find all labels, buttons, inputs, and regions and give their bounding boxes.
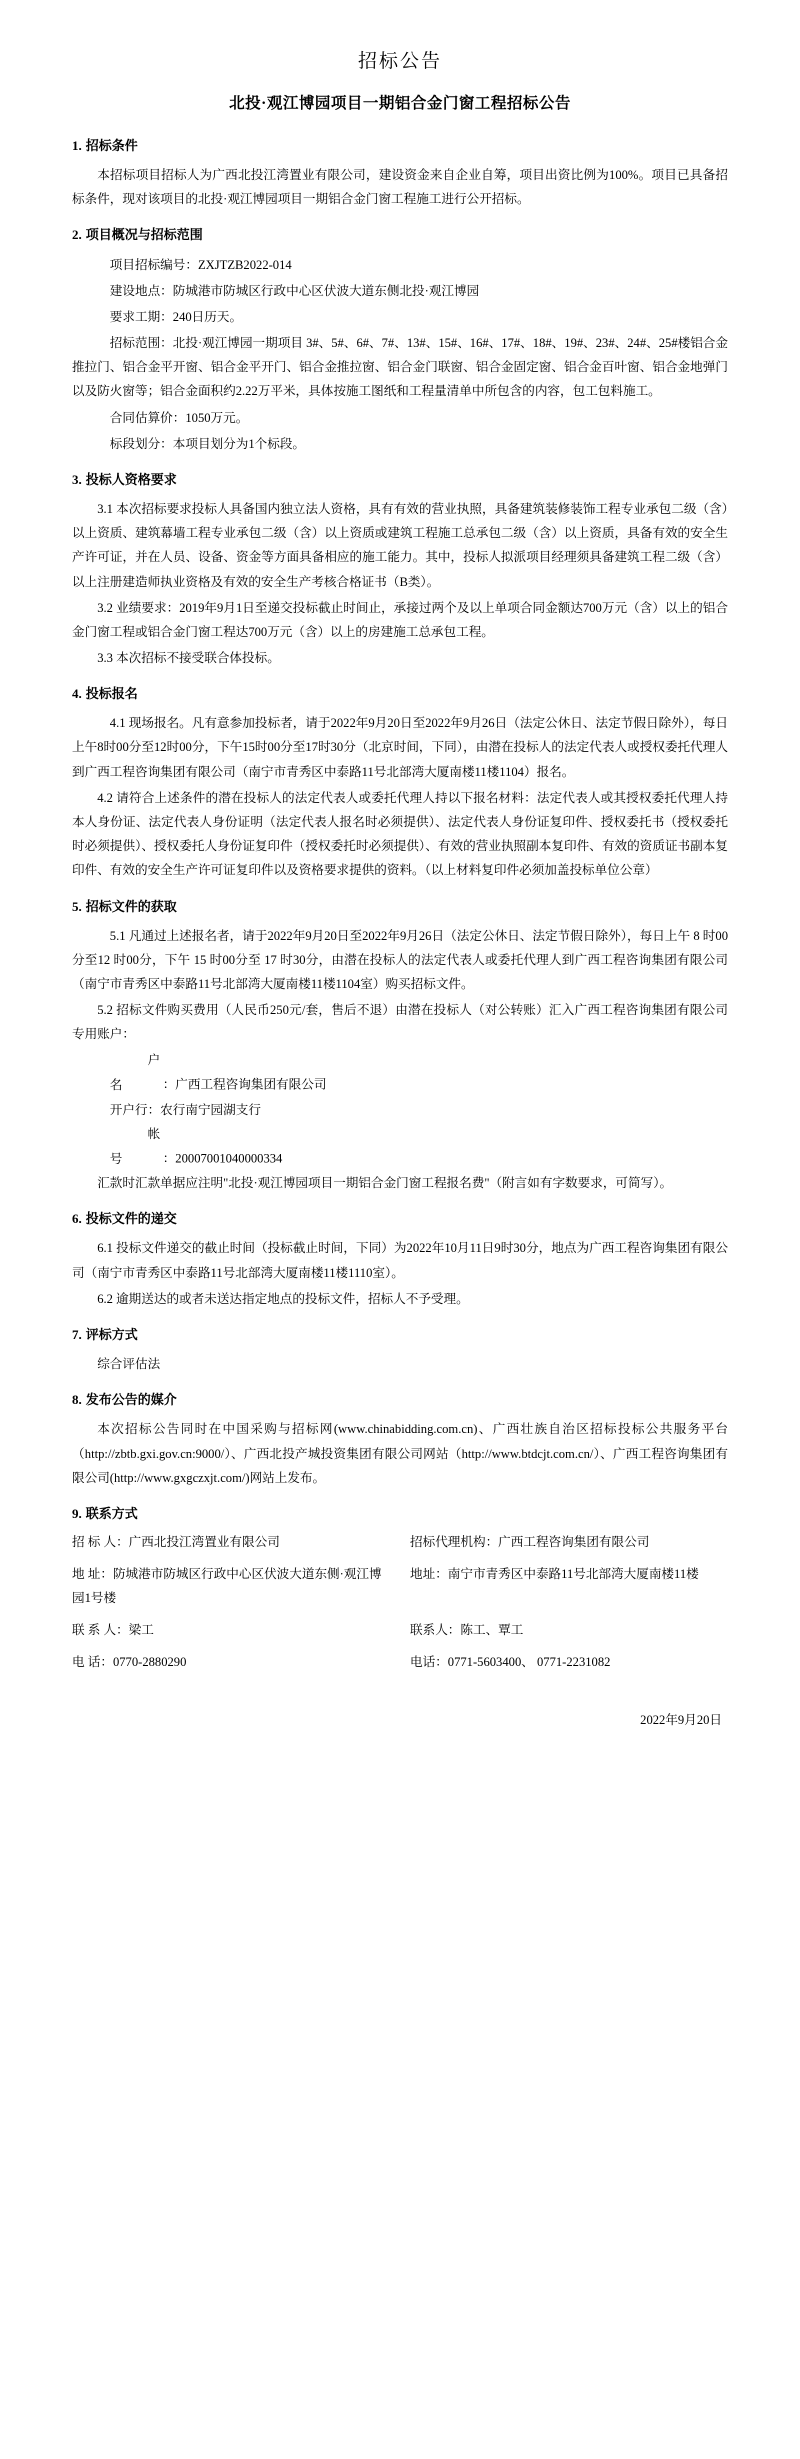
- section-2-paragraph-4: 招标范围：北投·观江博园一期项目 3#、5#、6#、7#、13#、15#、16#、17#、18#、19#、23#、24#、25#楼铝合金推拉门、铝合金平开窗、铝合金平开门、铝合金推拉窗、铝合金门联窗、铝合金固定窗、铝合金百叶窗、铝合金地弹门以及防火窗等；铝合金面积约2.22万平米，具体按施工图纸和工程量清单中所包含的内容，包工包料施工。: [72, 336, 728, 399]
- table-row: [72, 1531, 728, 1563]
- contact-tenderer-label: 招 标 人: [72, 1534, 117, 1549]
- section-title-8: 发布公告的媒介: [85, 1392, 177, 1408]
- section-5-paragraph-1: 5.1 凡通过上述报名者，请于2022年9月20日至2022年9月26日（法定公休日、法定节假日除外），每日上午 8 时00分至12 时00分，下午 15 时00分至 17 时30分，由潜在投标人的法定代表人或委托代理人到广西工程咨询集团有限公司（南宁市青秀区中泰路11号北部湾大厦南楼11楼1104室）购买招标文件。: [72, 928, 728, 991]
- section-6-paragraph-1: 6.1 投标文件递交的截止时间（投标截止时间，下同）为2022年10月11日9时30分，地点为广西工程咨询集团有限公司（南宁市青秀区中泰路11号北部湾大厦南楼11楼1110室）。: [72, 1241, 728, 1280]
- contact-agency-person-value: 陈工、覃工: [460, 1622, 524, 1637]
- contact-address-label: 地 址: [72, 1566, 101, 1581]
- contact-agency-person-label: 联系人：: [410, 1622, 461, 1637]
- bank-account-name-value: 广西工程咨询集团有限公司: [175, 1078, 327, 1092]
- contact-agency-label: 招标代理机构：: [410, 1534, 499, 1549]
- section-number-6: 6.: [72, 1211, 82, 1227]
- contact-agency-address-label: 地址：: [410, 1566, 448, 1581]
- contact-address-cell: 地 址：防城港市防城区行政中心区伏波大道东侧·观江博园1号楼: [72, 1563, 400, 1619]
- contact-tenderer-value: 广西北投江湾置业有限公司: [128, 1534, 280, 1549]
- contact-person-cell: 联 系 人：梁工: [72, 1619, 400, 1651]
- page-subtitle: 北投·观江博园项目一期铝合金门窗工程招标公告: [229, 95, 571, 112]
- section-heading-5: [72, 896, 728, 918]
- section-heading-2: [72, 224, 728, 246]
- section-number-4: 4.: [72, 686, 82, 702]
- section-title-3: 投标人资格要求: [85, 471, 177, 487]
- contact-agency-address-value: 南宁市青秀区中泰路11号北部湾大厦南楼11楼: [447, 1566, 699, 1581]
- section-2-paragraph-3: 要求工期：240日历天。: [109, 309, 243, 324]
- contact-tenderer-cell: 招 标 人：广西北投江湾置业有限公司: [72, 1531, 400, 1563]
- bank-branch-row: 开户行：农行南宁园湖支行: [109, 1102, 261, 1117]
- section-1-paragraph-1: 本招标项目招标人为广西北投江湾置业有限公司，建设资金来自企业自筹，项目出资比例为100%。项目已具备招标条件，现对该项目的北投·观江博园项目一期铝合金门窗工程施工进行公开招标。: [72, 168, 728, 207]
- contact-agency-value: 广西工程咨询集团有限公司: [498, 1534, 650, 1549]
- contact-address-value: 防城港市防城区行政中心区伏波大道东侧·观江博园1号楼: [72, 1566, 382, 1605]
- section-heading-7: [72, 1324, 728, 1346]
- section-5-note: 汇款时汇款单据应注明"北投·观江博园项目一期铝合金门窗工程报名费"（附言如有字数要求，可简写）。: [97, 1176, 673, 1191]
- section-number-8: 8.: [72, 1392, 82, 1408]
- section-title-9: 联系方式: [85, 1505, 138, 1521]
- section-3-paragraph-1: 3.1 本次招标要求投标人具备国内独立法人资格，具有有效的营业执照，具备建筑装修装饰工程专业承包二级（含）以上资质、建筑幕墙工程专业承包二级（含）以上资质或建筑工程施工总承包二级（含）以上资质，具备有效的安全生产许可证，并在人员、设备、资金等方面具备相应的施工能力。其中，投标人拟派项目经理须具备建筑工程二级（含）以上注册建造师执业资格及有效的安全生产考核合格证书（B类）。: [72, 502, 728, 589]
- section-heading-8: [72, 1389, 728, 1411]
- section-3-paragraph-2: 3.2 业绩要求：2019年9月1日至递交投标截止时间止，承接过两个及以上单项合同金额达700万元（含）以上的铝合金门窗工程或铝合金门窗工程达700万元（含）以上的房建施工总承包工程。: [72, 600, 728, 639]
- section-number-5: 5.: [72, 898, 82, 914]
- section-number-1: 1.: [72, 138, 82, 153]
- contact-agency-phone-value: 0771-5603400、 0771-2231082: [447, 1654, 611, 1669]
- contact-agency-cell: [400, 1531, 728, 1563]
- section-7-paragraph-1: 综合评估法: [97, 1357, 161, 1372]
- section-heading-3: [72, 469, 728, 491]
- table-row: [72, 1651, 728, 1683]
- section-heading-4: [72, 683, 728, 705]
- section-5-paragraph-2: 5.2 招标文件购买费用（人民币250元/套，售后不退）由潜在投标人（对公转账）汇入广西工程咨询集团有限公司专用账户：: [72, 1003, 728, 1042]
- bank-branch-label: 开户行: [109, 1102, 148, 1117]
- bank-account-number-row: 帐 号 ：20007001040000334: [72, 1122, 728, 1171]
- section-title-1: 招标条件: [85, 138, 138, 153]
- section-3-paragraph-3: 3.3 本次招标不接受联合体投标。: [97, 651, 280, 666]
- section-title-6: 投标文件的递交: [85, 1211, 177, 1227]
- contact-phone-cell: 电 话：0770-2880290: [72, 1651, 400, 1683]
- bank-account-name-row: 户 名 ：广西工程咨询集团有限公司: [72, 1048, 728, 1097]
- bank-account-number-value: 20007001040000334: [175, 1151, 283, 1166]
- section-2-paragraph-6: 标段划分：本项目划分为1个标段。: [109, 436, 305, 451]
- section-title-7: 评标方式: [85, 1326, 138, 1342]
- table-row: [72, 1563, 728, 1619]
- section-number-7: 7.: [72, 1326, 82, 1342]
- contact-phone-label: 电 话: [72, 1654, 101, 1669]
- section-2-paragraph-1: 项目招标编号：ZXJTZB2022-014: [109, 257, 292, 272]
- section-4-paragraph-1: 4.1 现场报名。凡有意参加投标者，请于2022年9月20日至2022年9月26日（法定公休日、法定节假日除外），每日上午8时00分至12时00分，下午15时00分至17时30分（北京时间，下同），由潜在投标人的法定代表人或授权委托代理人到广西工程咨询集团有限公司（南宁市青秀区中泰路11号北部湾大厦南楼11楼1104）报名。: [72, 716, 728, 779]
- section-2-paragraph-2: 建设地点：防城港市防城区行政中心区伏波大道东侧北投·观江博园: [109, 283, 480, 298]
- section-title-2: 项目概况与招标范围: [85, 227, 203, 243]
- section-heading-6: [72, 1208, 728, 1230]
- page-title: 招标公告: [357, 51, 442, 72]
- contact-phone-value: 0770-2880290: [112, 1654, 187, 1669]
- section-number-3: 3.: [72, 471, 82, 487]
- section-heading-1: [72, 135, 728, 157]
- bank-account-number-label: 帐 号: [109, 1127, 161, 1166]
- publish-date: 2022年9月20日: [640, 1712, 722, 1727]
- section-number-2: 2.: [72, 227, 82, 243]
- bank-account-name-label: 户 名: [109, 1053, 161, 1092]
- bank-branch-value: 农行南宁园湖支行: [160, 1102, 261, 1117]
- section-6-paragraph-2: 6.2 逾期送达的或者未送达指定地点的投标文件，招标人不予受理。: [97, 1291, 469, 1306]
- section-8-paragraph-1: 本次招标公告同时在中国采购与招标网(www.chinabidding.com.cn)、广西壮族自治区招标投标公共服务平台（http://zbtb.gxi.gov.cn:9000/）、广西北投产城投资集团有限公司网站（http://www.btdcjt.com.cn/）、广西工程咨询集团有限公司(http://www.gxgczxjt.com/)网站上发布。: [72, 1422, 728, 1485]
- section-heading-9: [72, 1503, 728, 1525]
- contact-person-value: 梁工: [128, 1622, 154, 1637]
- contact-person-label: 联 系 人: [72, 1622, 117, 1637]
- contact-table: [72, 1531, 728, 1683]
- contact-agency-address-cell: [400, 1563, 728, 1619]
- section-number-9: 9.: [72, 1505, 82, 1521]
- table-row: [72, 1619, 728, 1651]
- contact-agency-phone-label: 电话：: [410, 1654, 448, 1669]
- contact-agency-phone-cell: [400, 1651, 728, 1683]
- section-2-paragraph-5: 合同估算价：1050万元。: [109, 410, 249, 425]
- contact-agency-person-cell: [400, 1619, 728, 1651]
- section-title-5: 招标文件的获取: [85, 898, 177, 914]
- section-title-4: 投标报名: [85, 686, 138, 702]
- section-4-paragraph-2: 4.2 请符合上述条件的潜在投标人的法定代表人或委托代理人持以下报名材料：法定代表人或其授权委托代理人持本人身份证、法定代表人身份证明（法定代表人报名时必须提供）、法定代表人身份证复印件、授权委托书（授权委托时必须提供）、授权委托人身份证复印件（授权委托时必须提供）、有效的营业执照副本复印件、有效的资质证书副本复印件、有效的安全生产许可证复印件以及资格要求提供的资料。（以上材料复印件必须加盖投标单位公章）: [72, 790, 728, 878]
